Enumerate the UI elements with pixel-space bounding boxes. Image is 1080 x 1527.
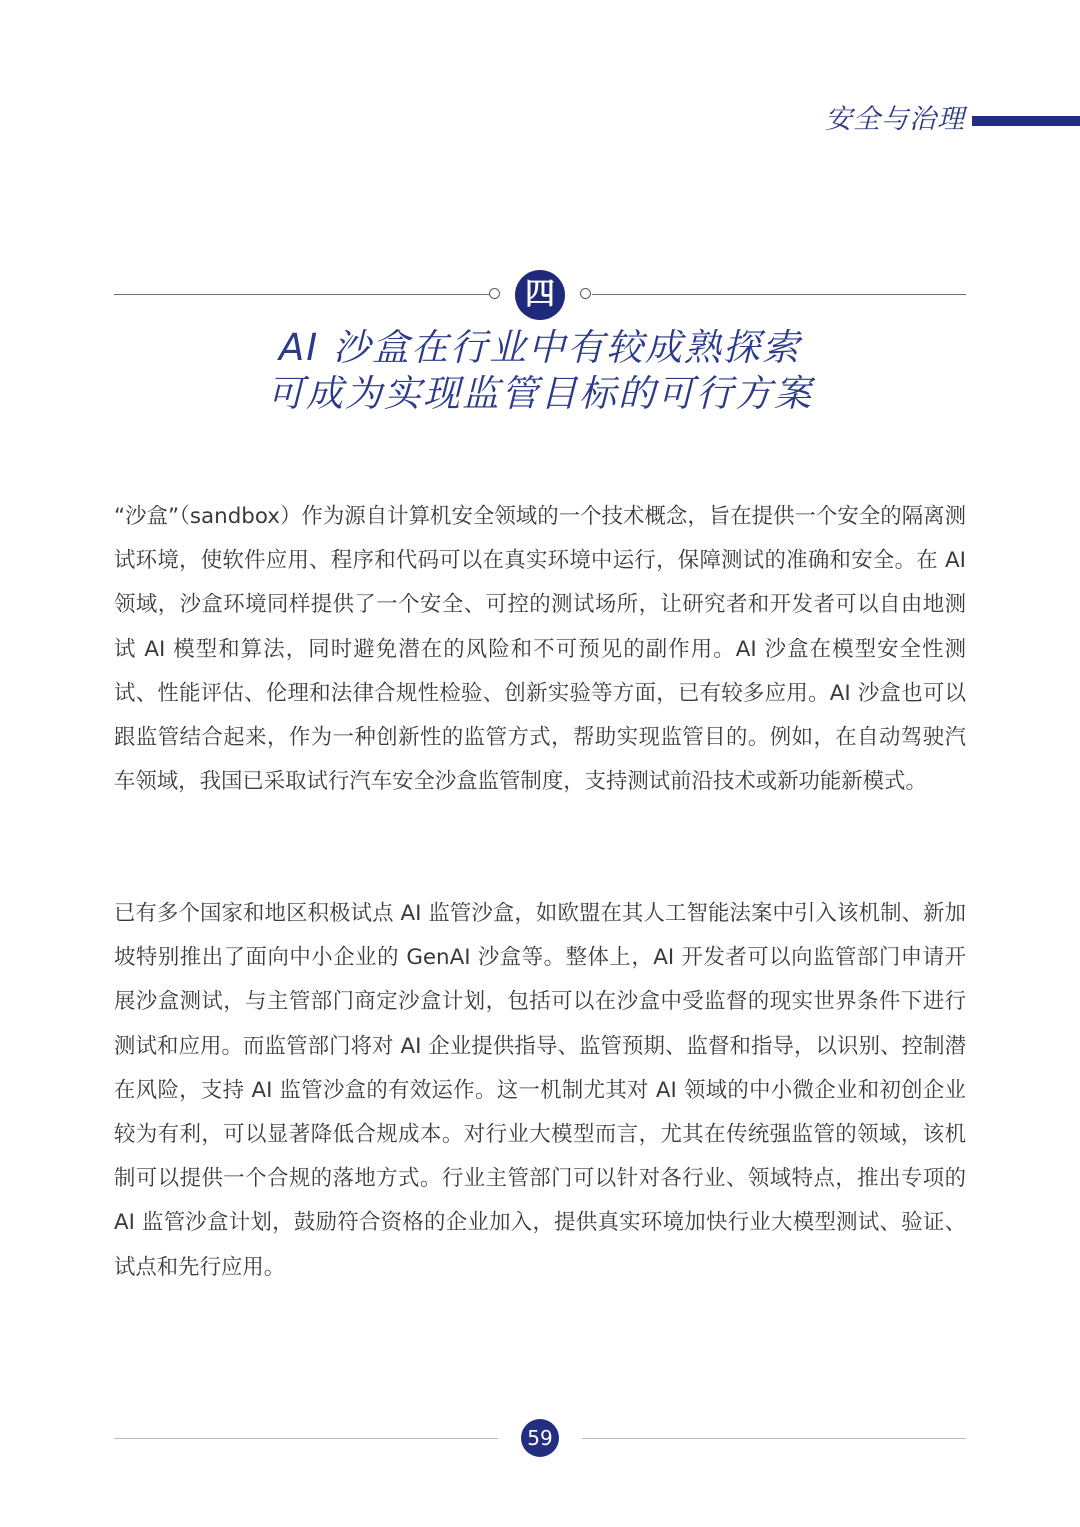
section-title-line-1: AI 沙盒在行业中有较成熟探索 xyxy=(279,326,801,369)
section-rule-left-dot xyxy=(489,288,500,299)
body-paragraph-1: “沙盒”（sandbox）作为源自计算机安全领域的一个技术概念，旨在提供一个安全的隔离测试环境，使软件应用、程序和代码可以在真实环境中运行，保障测试的准确和安全。在 AI 领域，沙盒环境同样提供了一个安全、可控的测试场所，让研究者和开发者可以自由地测试 AI 模型和算法，同时避免潜在的风险和不可预见的副作用。AI 沙盒在模型安全性测试、性能评估、伦理和法律合规性检验、创新实验等方面，已有较多应用。AI 沙盒也可以跟监管结合起来，作为一种创新性的监管方式，帮助实现监管目的。例如，在自动驾驶汽车领域，我国已采取试行汽车安全沙盒监管制度，支持测试前沿技术或新功能新模式。 xyxy=(114,504,966,795)
footer-rule-left xyxy=(114,1438,498,1439)
section-title xyxy=(0,325,1080,417)
body-paragraph-2: 已有多个国家和地区积极试点 AI 监管沙盒，如欧盟在其人工智能法案中引入该机制、新加坡特别推出了面向中小企业的 GenAI 沙盒等。整体上，AI 开发者可以向监管部门申请开展沙盒测试，与主管部门商定沙盒计划，包括可以在沙盒中受监督的现实世界条件下进行测试和应用。而监管部门将对 AI 企业提供指导、监管预期、监督和指导，以识别、控制潜在风险，支持 AI 监管沙盒的有效运作。这一机制尤其对 AI 领域的中小微企业和初创企业较为有利，可以显著降低合规成本。对行业大模型而言，尤其在传统强监管的领域，该机制可以提供一个合规的落地方式。行业主管部门可以针对各行业、领域特点，推出专项的 AI 监管沙盒计划，鼓励符合资格的企业加入，提供真实环境加快行业大模型测试、验证、试点和先行应用。 xyxy=(114,901,966,1280)
section-title-line-2: 可成为实现监管目标的可行方案 xyxy=(267,372,813,415)
footer-rule-right xyxy=(582,1438,966,1439)
running-header-bar xyxy=(972,116,1080,126)
section-rule-right-dot xyxy=(580,288,591,299)
section-rule-left xyxy=(114,294,490,295)
page-number-badge: 59 xyxy=(521,1419,559,1457)
section-rule-right xyxy=(592,294,966,295)
section-number-badge: 四 xyxy=(515,270,565,320)
running-header-section-label: 安全与治理 xyxy=(825,104,965,135)
